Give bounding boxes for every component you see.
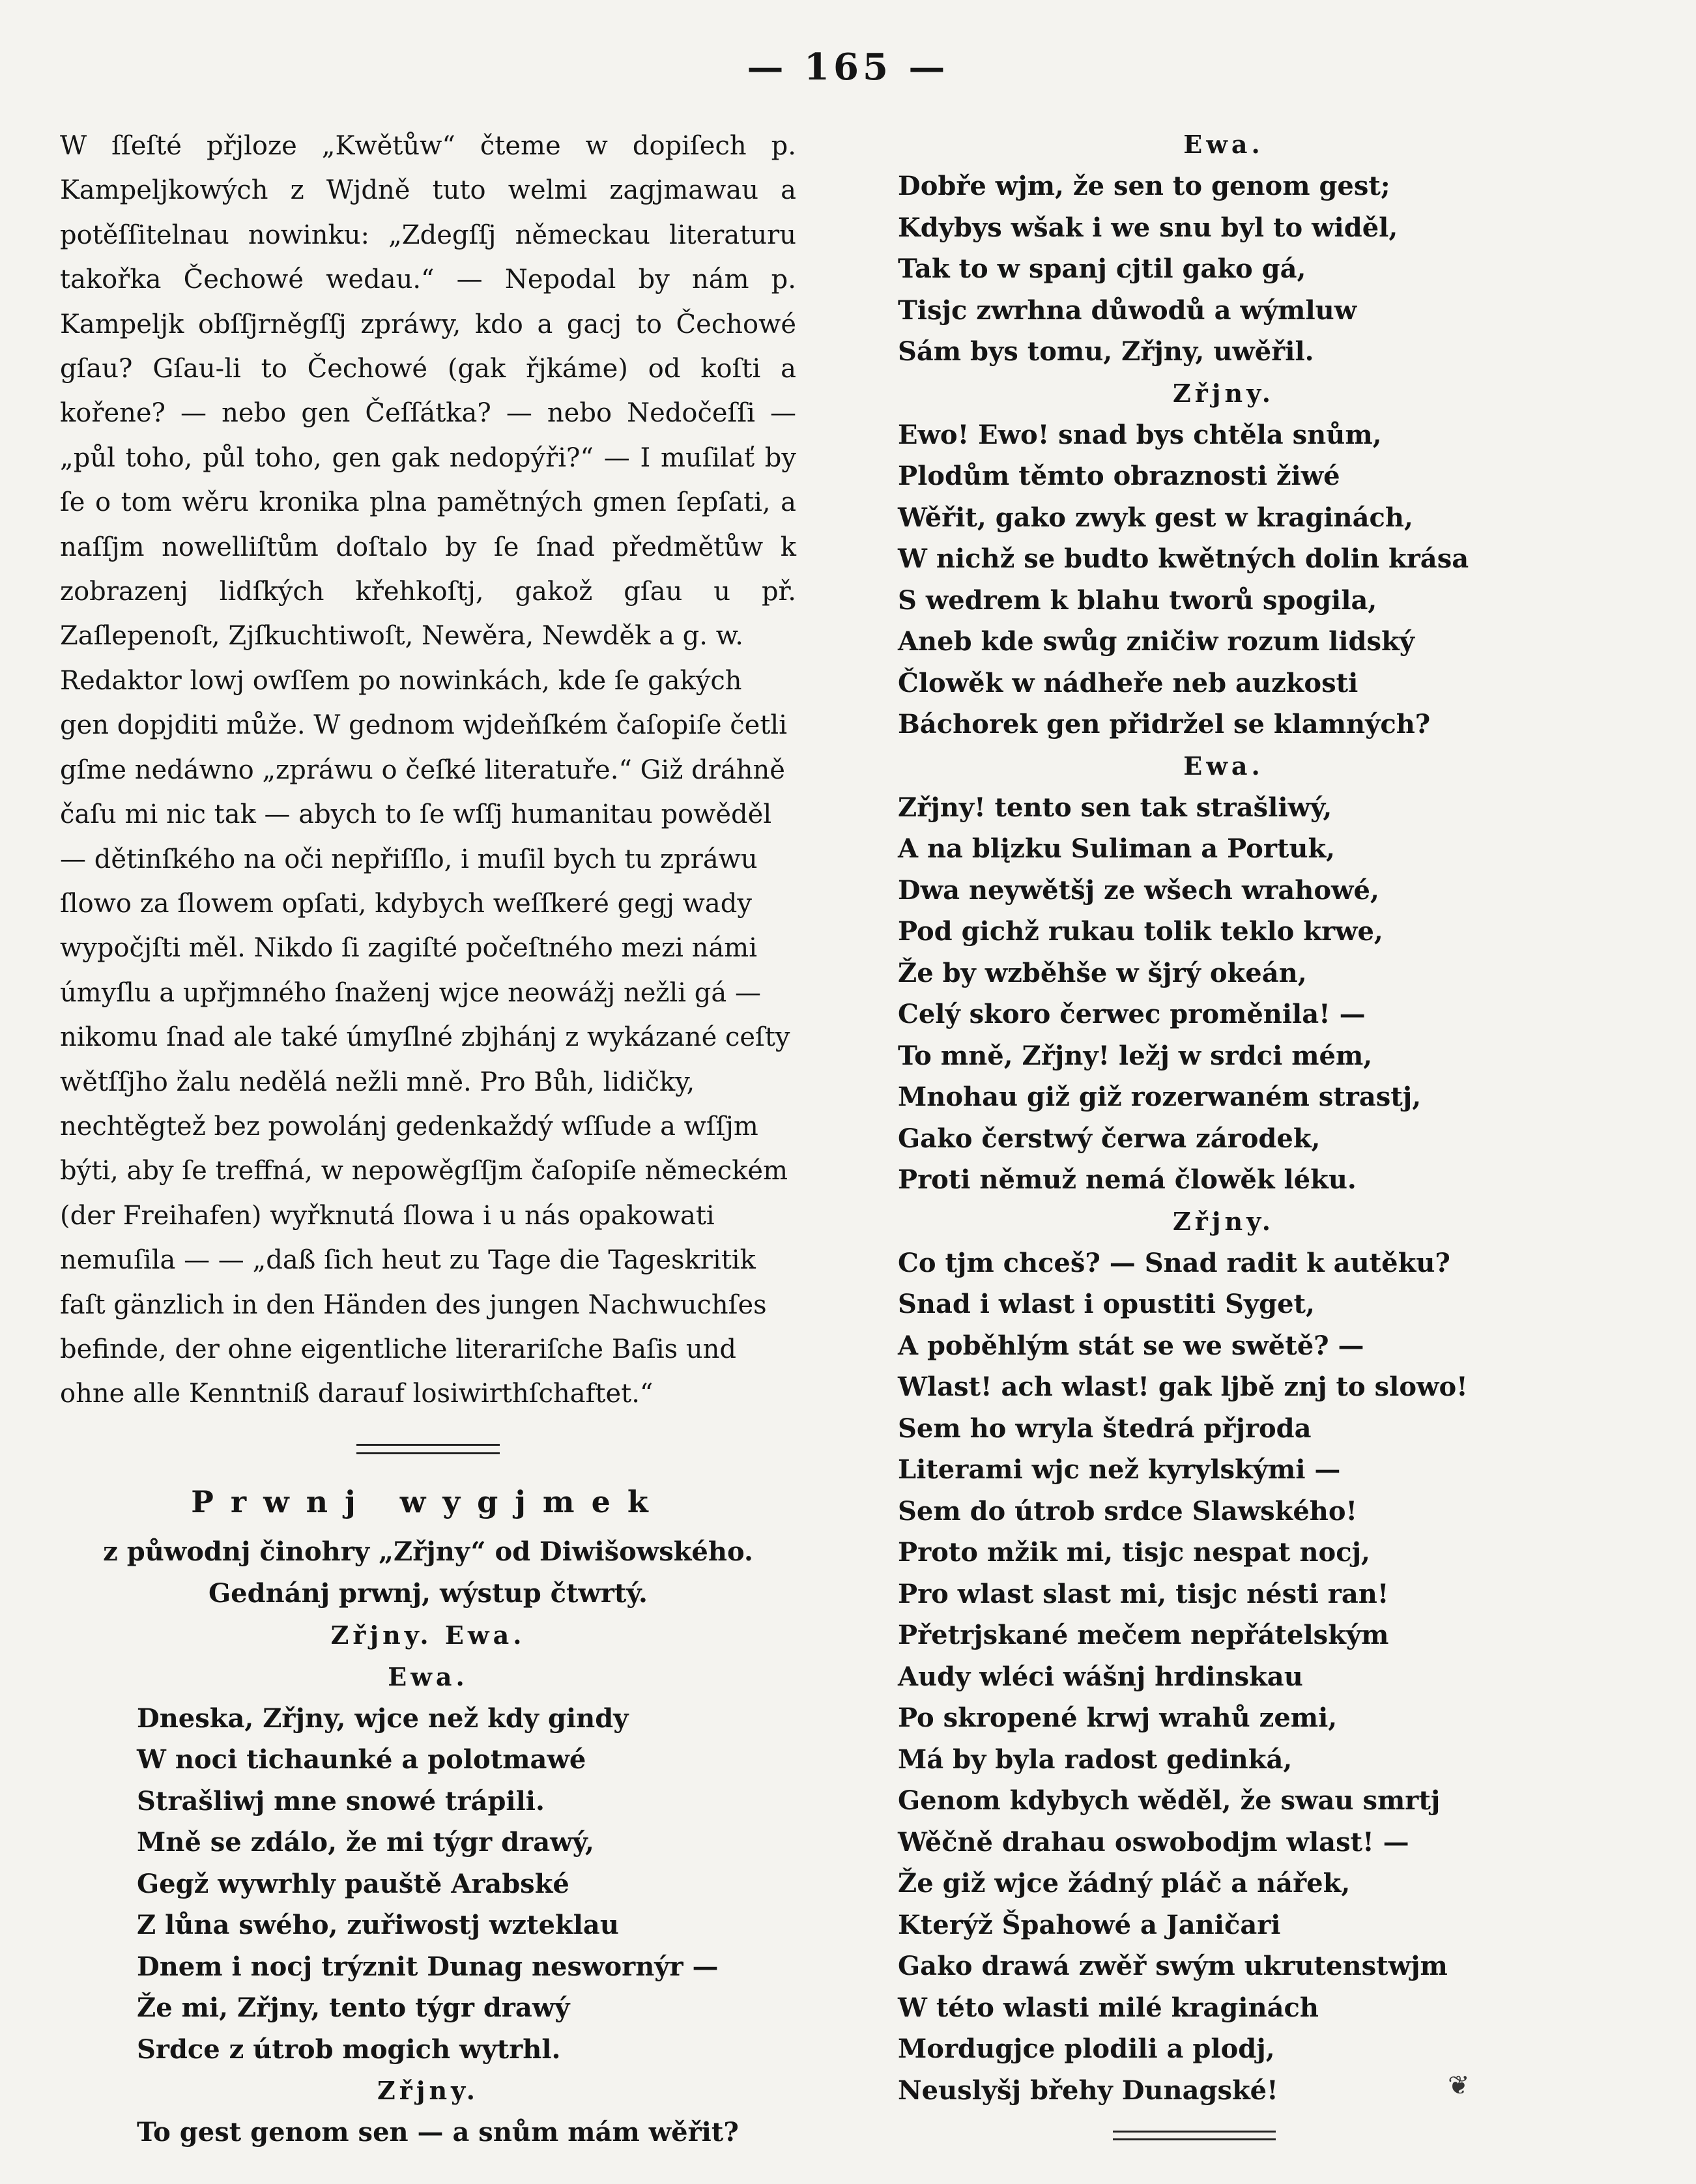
verse-line: Ewo! Ewo! snad bys chtěla snům, [898,419,1382,450]
page-number: — 165 — [747,46,949,89]
verse-line: Mnohau giž giž rozerwaném strastj, [898,1082,1422,1112]
speaker-label: Ewa. [1183,130,1264,159]
verse-line: Wěčně drahau oswobodjm wlast! — [898,1826,1409,1858]
verse-line: Gako čerstwý čerwa zárodek, [898,1123,1321,1154]
verse-line: Neuslyšj břehy Dunagské! [898,2075,1278,2106]
verse-line: Z lůna swého, zuřiwostj wzteklau [137,1910,619,1941]
verse-line: Po skropené krwj wrahů zemi, [898,1703,1338,1733]
verse-line: Sám bys tomu, Zřjny, uwěřil. [898,336,1314,367]
verse-line: Snad i wlast i opustiti Syget, [898,1289,1315,1319]
speaker-label: Zřjny. [1172,1206,1275,1236]
verse-block [60,1698,796,2071]
verse-line: Že mi, Zřjny, tento týgr drawý [137,1992,570,2024]
verse-line: W nichž se budto kwětných dolin krása [898,543,1469,574]
verse-block [898,414,1549,745]
verse-line: Zřjny! tento sen tak strašliwý, [898,792,1332,823]
ornament-mark: ❦ [1448,2071,1470,2101]
verse-line: Srdce z útrob mogich wytrhl. [137,2033,561,2065]
verse-block [898,165,1549,373]
verse-line: Sem ho wryla štedrá přjroda [898,1413,1312,1444]
speaker-label: Zřjny. [377,2076,480,2106]
verse-line: W noci tichaunké a polotmawé [137,1744,586,1775]
verse-line: Dnem i nocj trýznit Dunag neswornýr — [137,1951,719,1982]
left-column [60,124,796,2153]
verse-line: Báchorek gen přidržel se klamných? [898,709,1431,740]
verse-line: Dobře wjm, že sen to genom gest; [898,171,1390,201]
verse-line: Strašliwj mne snowé trápili. [137,1785,545,1817]
verse-line: Literami wjc než kyrylskými — [898,1454,1341,1485]
verse-line: Gako drawá zwěř swým ukrutenstwjm [898,1951,1448,1981]
verse-line: Člowěk w nádheře neb auzkosti [898,667,1358,698]
verse-line: Dwa neywětšj ze wšech wrahowé, [898,874,1379,906]
play-cast: Zřjny. Ewa. [330,1620,526,1650]
verse-line: Kterýž Špahowé a Janičari [898,1909,1281,1940]
end-divider [1113,2131,1276,2140]
verse-block [60,2112,796,2153]
verse-line: Dneska, Zřjny, wjce než kdy gindy [137,1703,629,1734]
right-column [898,124,1549,2140]
verse-line: Že giž wjce žádný pláč a nářek, [898,1868,1351,1899]
right-verses [898,124,1549,2111]
play-title: Prwnj wygjmek [191,1484,665,1519]
play-act: Gednánj prwnj, wýstup čtwrtý. [208,1577,648,1609]
verse-line: To gest genom sen — a snům mám wěřit? [137,2117,739,2148]
verse-line: Sem do útrob srdce Slawského! [898,1495,1358,1527]
verse-line: Pod gichž rukau tolik teklo krwe, [898,916,1383,947]
verse-line: A na blįzku Suliman a Portuk, [898,833,1336,864]
left-verses [60,1656,796,2153]
verse-line: Pro wlast slast mi, tisjc nésti ran! [898,1578,1389,1609]
section-divider [356,1444,500,1454]
verse-line: Genom kdybych wěděl, že swau smrtj [898,1785,1441,1816]
prose-paragraph-2: Redaktor lowj owſſem po nowinkách, kde ſe gakých gen dopjditi může. W gednom wjdeňſkém čaſopiſe četli gſme nedáwno „zpráwu o čeſké literatuře.“ Giž dráhně čaſu mi nic tak — abych to ſe wſſj humanitau powěděl — dětinſkého na oči nepřiſſlo, i muſil bych tu zpráwu ſlowo za ſlowem opſati, kdybych weſſkeré gegj wady wypočjſti měl. Nikdo ſi zagiſté počeſtného mezi námi úmyſlu a upřjmného ſnaženj wjce neowážj nežli gá — nikomu ſnad ale také úmyſlné zbjhánj z wykázané ceſty wětſſjho žalu nedělá nežli mně. Pro Bůh, lidičky, nechtěgtež bez powolánj gedenkaždý wſſude a wſſjm býti, aby ſe treffná, w nepowěgſſjm čaſopiſe německém (der Freihafen) wyřknutá ſlowa i u nás opakowati nemuſila — — „daß ſich heut zu Tage die Tageskritik faſt gänzlich in den Händen des jungen Nachwuchſes befinde, der ohne eigentliche literariſche Baſis und ohne alle Kenntniß darauf losiwirthſchaftet.“ [60,665,790,1409]
verse-line: Mordugjce plodili a plodj, [898,2033,1275,2064]
verse-line: W této wlasti milé kraginách [898,1992,1319,2023]
verse-line: Gegž wywrhly pauště Arabské [137,1868,569,1899]
verse-line: A poběhlým stát se we swětě? — [898,1330,1364,1361]
prose-paragraph-1: W ſſeſté přjloze „Kwětůw“ čteme w dopiſech p. Kampeljkowých z Wjdně tuto welmi zagjmawau a potěſſitelnau nowinku: „Zdegſſj německau literaturu takořka Čechowé wedau.“ — Nepodal by nám p. Kampeljk obſſjrněgſſj zpráwy, kdo a gacj to Čechowé gſau? Gſau-li to Čechowé (gak řjkáme) od koſti a kořene? — nebo gen Čeſſátka? — nebo Nedočeſſi — „půl toho, půl toho, gen gak nedopýři?“ — I muſilať by ſe o tom wěru kronika plna pamětných gmen ſepſati, a naſſjm nowelliſtům doſtalo by ſe ſnad předmětůw k zobrazenj lidſkých křehkoſtj, gakož gſau u př. Zaſlepenoſt, Zjſkuchtiwoſt, Newěra, Newděk a g. w. [60,131,796,652]
verse-line: Audy wléci wášnj hrdinskau [898,1661,1303,1692]
verse-line: Že by wzběhše w šjrý okeán, [898,957,1307,988]
verse-line: Wlast! ach wlast! gak ljbě znj to slowo! [898,1372,1468,1402]
verse-block [898,787,1549,1201]
verse-line: Co tjm chceš? — Snad radit k autěku? [898,1247,1450,1278]
prose-block [60,124,796,1416]
verse-line: Kdybys wšak i we snu byl to widěl, [898,212,1398,243]
speaker-label: Ewa. [1183,751,1264,781]
verse-line: Tisjc zwrhna důwodů a wýmluw [898,295,1357,326]
verse-line: To mně, Zřjny! ležj w srdci mém, [898,1040,1373,1071]
verse-line: Má by byla radost gedinká, [898,1744,1293,1775]
speaker-label: Zřjny. [1172,378,1275,408]
verse-line: Celý skoro čerwec proměnila! — [898,999,1366,1029]
verse-line: Wěřit, gako zwyk gest w kraginách, [898,502,1413,533]
verse-line: Aneb kde swůg zničiw rozum lidský [898,626,1415,657]
verse-line: S wedrem k blahu tworů spogila, [898,584,1377,616]
speaker-label: Ewa. [388,1661,468,1691]
verse-line: Mně se zdálo, že mi týgr drawý, [137,1827,594,1858]
verse-line: Tak to w spanj cjtil gako gá, [898,253,1306,284]
verse-line: Přetrjskané mečem nepřátelským [898,1620,1389,1650]
verse-block [898,1243,1549,2112]
verse-line: Plodům těmto obraznosti žiwé [898,461,1340,491]
verse-line: Proti němuž nemá člowěk léku. [898,1164,1357,1195]
verse-line: Proto mžik mi, tisjc nespat nocj, [898,1537,1370,1568]
play-subtitle: z půwodnj činohry „Zřjny“ od Diwišowského. [103,1536,753,1567]
